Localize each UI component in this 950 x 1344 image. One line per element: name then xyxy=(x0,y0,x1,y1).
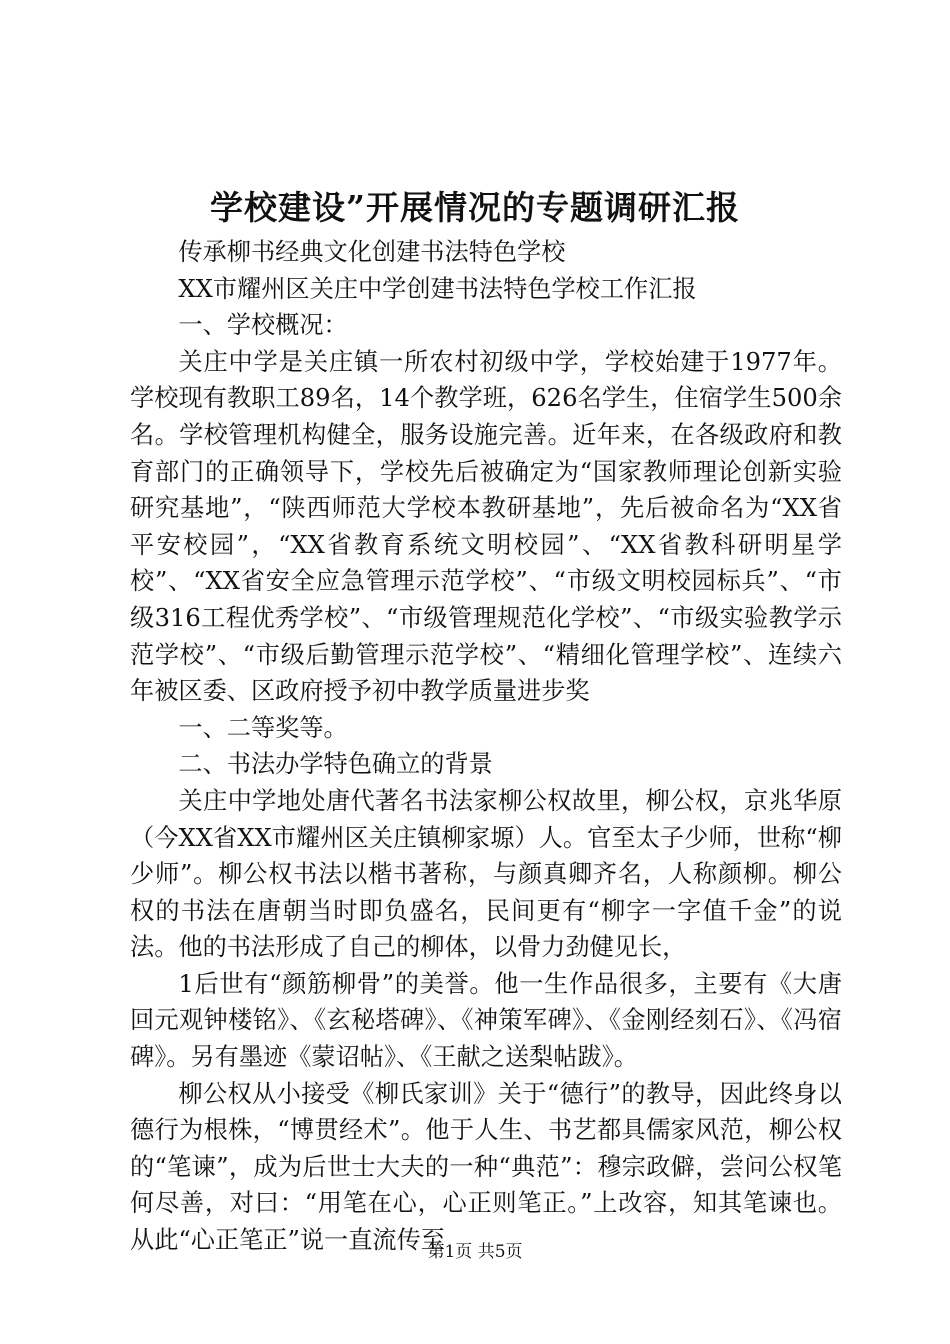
report-title-paragraph: XX市耀州区关庄中学创建书法特色学校工作汇报 xyxy=(178,274,697,303)
page-footer: 第1页 共5页 xyxy=(427,1242,523,1262)
subtitle-paragraph: 传承柳书经典文化创建书法特色学校 xyxy=(178,238,566,266)
award-paragraph: 一、二等奖等。 xyxy=(178,713,348,742)
overview-paragraph: 关庄中学是关庄镇一所农村初级中学，学校始建于1977年。学校现有教职工89名，14个教学班，626名学生，住宿学生500余名。学校管理机构健全，服务设施完善。近年来，在各级政府和教育部门的正确领导下，学校先后被确定为“国家教师理论创新实验研究基地”，“陕西师范大学校本教研基地”，先后被命名为“XX省平安校园”，“XX省教育系统文明校园”、“XX省教科研明星学校”、“XX省安全应急管理示范学校”、“市级文明校园标兵”、“市级316工程优秀学校”、“市级管理规范化学校”、“市级实验教学示范学校”、“市级后勤管理示范学校”、“精细化管理学校”、连续六年被区委、区政府授予初中教学质量进步奖 xyxy=(130,347,842,706)
section-heading-background: 二、书法办学特色确立的背景 xyxy=(178,750,493,779)
document-body xyxy=(130,234,842,1259)
background-paragraph-2: 1后世有“颜筋柳骨”的美誉。他一生作品很多，主要有《大唐回元观钟楼铭》、《玄秘塔碑》、《神策军碑》、《金刚经刻石》、《冯宿碑》。另有墨迹《蒙诏帖》、《王献之送梨帖跋》。 xyxy=(130,969,842,1072)
document-title: 学校建设”开展情况的专题调研汇报 xyxy=(210,188,740,227)
background-paragraph-1: 关庄中学地处唐代著名书法家柳公权故里，柳公权，京兆华原（今XX省XX市耀州区关庄镇柳家塬）人。官至太子少师，世称“柳少师”。柳公权书法以楷书著称，与颜真卿齐名，人称颜柳。柳公权的书法在唐朝当时即负盛名，民间更有“柳字一字值千金”的说法。他的书法形成了自己的柳体，以骨力劲健见长， xyxy=(130,786,842,962)
section-heading-overview: 一、学校概况： xyxy=(178,311,348,340)
background-paragraph-3: 柳公权从小接受《柳氏家训》关于“德行”的教导，因此终身以德行为根株，“博贯经术”。他于人生、书艺都具儒家风范，柳公权的“笔谏”，成为后世士大夫的一种“典范”：穆宗政僻，尝问公权笔何尽善，对曰：“用笔在心，心正则笔正。”上改容，知其笔谏也。从此“心正笔正”说一直流传至 xyxy=(130,1079,842,1255)
